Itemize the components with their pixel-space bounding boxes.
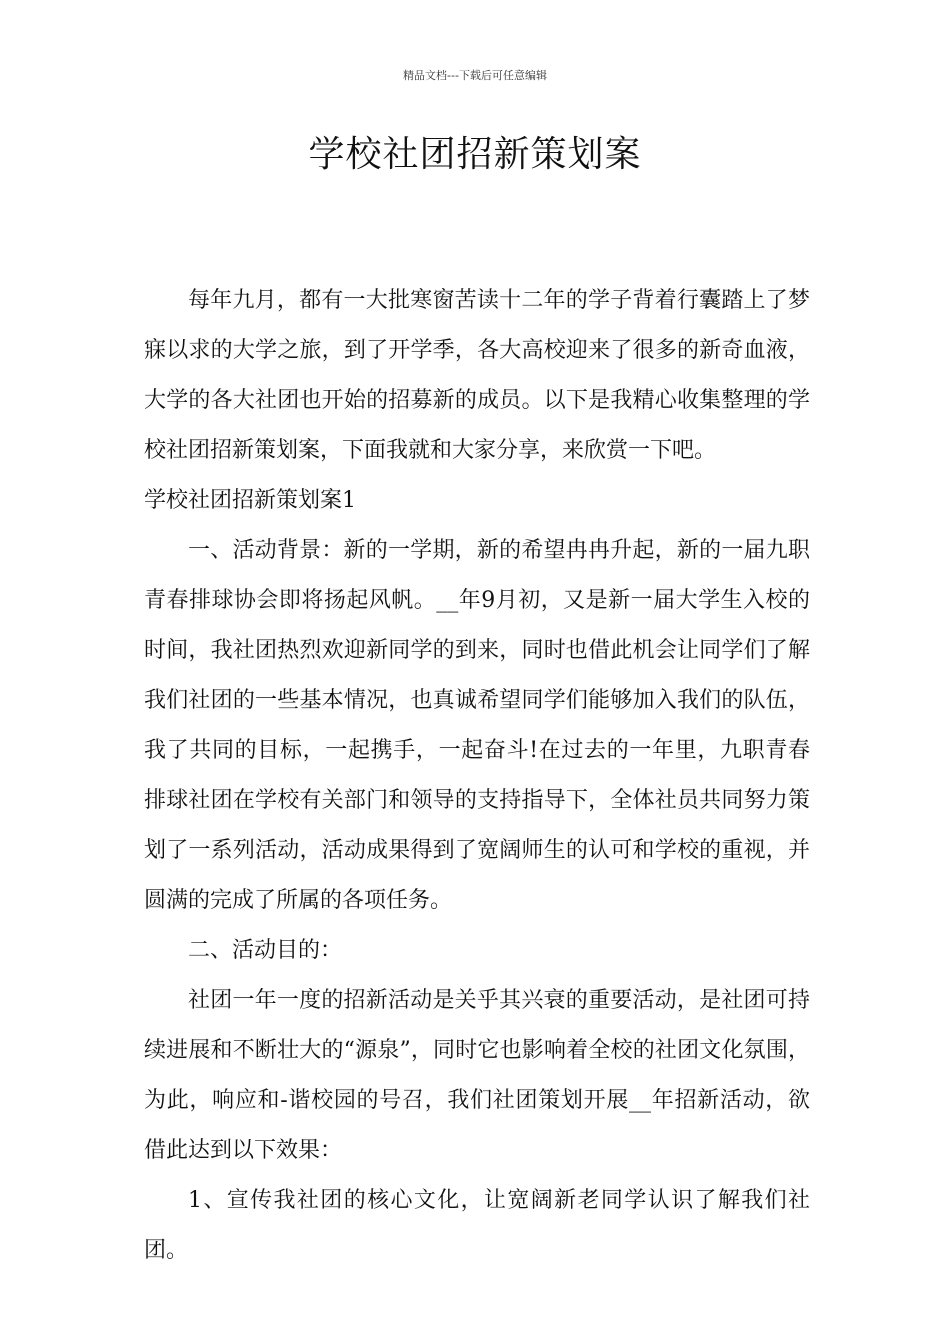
document-title: 学校社团招新策划案 <box>308 134 642 175</box>
header-note: 精品文档---下载后可任意编辑 <box>403 69 547 82</box>
paragraph-purpose-heading: 二、活动目的： <box>188 938 343 963</box>
paragraph-background: 一、活动背景：新的一学期，新的希望冉冉升起，新的一届九职青春排球协会即将扬起风帆。__年9月初，又是新一届大学生入校的时间，我社团热烈欢迎新同学的到来，同时也借此机会让同学们了解我们社团的一些基本情况，也真诚希望同学们能够加入我们的队伍，我了共同的目标，一起携手，一起奋斗!在过去的一年里，九职青春排球社团在学校有关部门和领导的支持指导下，全体社员共同努力策划了一系列活动，活动成果得到了宽阔师生的认可和学校的重视，并圆满的完成了所属的各项任务。 <box>144 538 810 913</box>
paragraph-point-1: 1、宣传我社团的核心文化，让宽阔新老同学认识了解我们社团。 <box>144 1188 810 1263</box>
paragraph-purpose: 社团一年一度的招新活动是关乎其兴衰的重要活动，是社团可持续进展和不断壮大的“源泉”，同时它也影响着全校的社团文化氛围，为此，响应和-谐校园的号召，我们社团策划开展__年招新活动，欲借此达到以下效果： <box>144 988 810 1163</box>
document-body <box>144 276 810 1276</box>
section-heading: 学校社团招新策划案1 <box>144 488 356 513</box>
paragraph-intro: 每年九月，都有一大批寒窗苦读十二年的学子背着行囊踏上了梦寐以求的大学之旅，到了开学季，各大高校迎来了很多的新奇血液，大学的各大社团也开始的招募新的成员。以下是我精心收集整理的学校社团招新策划案，下面我就和大家分享，来欣赏一下吧。 <box>144 288 810 463</box>
